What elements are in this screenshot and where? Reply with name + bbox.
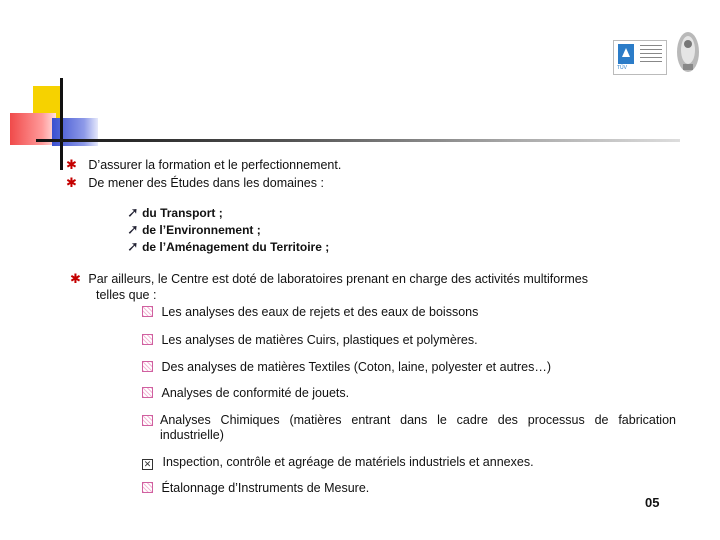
- activity-text: Analyses Chimiques (matières entrant dans le cadre des processus de fabrication industrielle): [160, 413, 676, 442]
- logo-text-lines: [640, 45, 662, 65]
- arrow-bullet-icon: ➚: [127, 204, 139, 220]
- activity-item: [142, 333, 478, 347]
- mascot-figure-icon: [674, 28, 702, 74]
- star-bullet-icon: ✱: [66, 175, 77, 190]
- decor-horizontal-line: [36, 139, 680, 142]
- arrow-bullet-icon: ➚: [127, 238, 139, 254]
- paragraph-text: Par ailleurs, le Centre est doté de laboratoires prenant en charge des activités multiformes: [88, 272, 588, 286]
- activity-text: Inspection, contrôle et agréage de matériels industriels et annexes.: [162, 455, 534, 469]
- paragraph-continuation: telles que :: [96, 288, 157, 302]
- decor-vertical-line: [60, 78, 63, 170]
- checkbox-bullet-icon: [142, 306, 153, 317]
- checkbox-bullet-icon: [142, 482, 153, 493]
- page-number: 05: [645, 495, 660, 510]
- domain-text: du Transport ;: [142, 206, 223, 220]
- domain-item: [127, 221, 261, 238]
- activity-text: Des analyses de matières Textiles (Coton, laine, polyester et autres…): [161, 360, 552, 374]
- intro-bullet-text: D’assurer la formation et le perfectionnement.: [88, 158, 342, 172]
- domain-item: [127, 238, 329, 255]
- paragraph-line: [70, 271, 588, 287]
- activity-text: Les analyses des eaux de rejets et des eaux de boissons: [161, 305, 479, 319]
- domain-text: de l’Aménagement du Territoire ;: [142, 240, 330, 254]
- activity-text: Analyses de conformité de jouets.: [161, 386, 350, 400]
- activity-item: [142, 481, 369, 495]
- intro-bullet: [66, 175, 324, 191]
- domain-text: de l’Environnement ;: [142, 223, 261, 237]
- star-bullet-icon: ✱: [66, 157, 77, 172]
- activity-text: Étalonnage d’Instruments de Mesure.: [161, 481, 370, 495]
- activity-item: [142, 360, 551, 374]
- star-bullet-icon: ✱: [70, 271, 81, 286]
- checkbox-bullet-icon: [142, 415, 153, 426]
- logo-mark: TÜV: [617, 65, 627, 71]
- activity-text: Les analyses de matières Cuirs, plastiques et polymères.: [161, 333, 478, 347]
- certification-logo: [613, 40, 667, 75]
- intro-bullet-text: De mener des Études dans les domaines :: [88, 176, 324, 190]
- activity-item: [142, 455, 534, 470]
- checkbox-bullet-icon: [142, 361, 153, 372]
- activity-item: [142, 386, 349, 400]
- domain-item: [127, 204, 223, 221]
- logo-triangle-icon: [618, 44, 634, 64]
- activity-item: [142, 413, 676, 443]
- arrow-bullet-icon: ➚: [127, 221, 139, 237]
- checkbox-bullet-icon: [142, 387, 153, 398]
- crossed-box-icon: ✕: [143, 459, 152, 469]
- intro-bullet: [66, 157, 341, 173]
- activity-item: [142, 305, 478, 319]
- checkbox-bullet-icon: [142, 334, 153, 345]
